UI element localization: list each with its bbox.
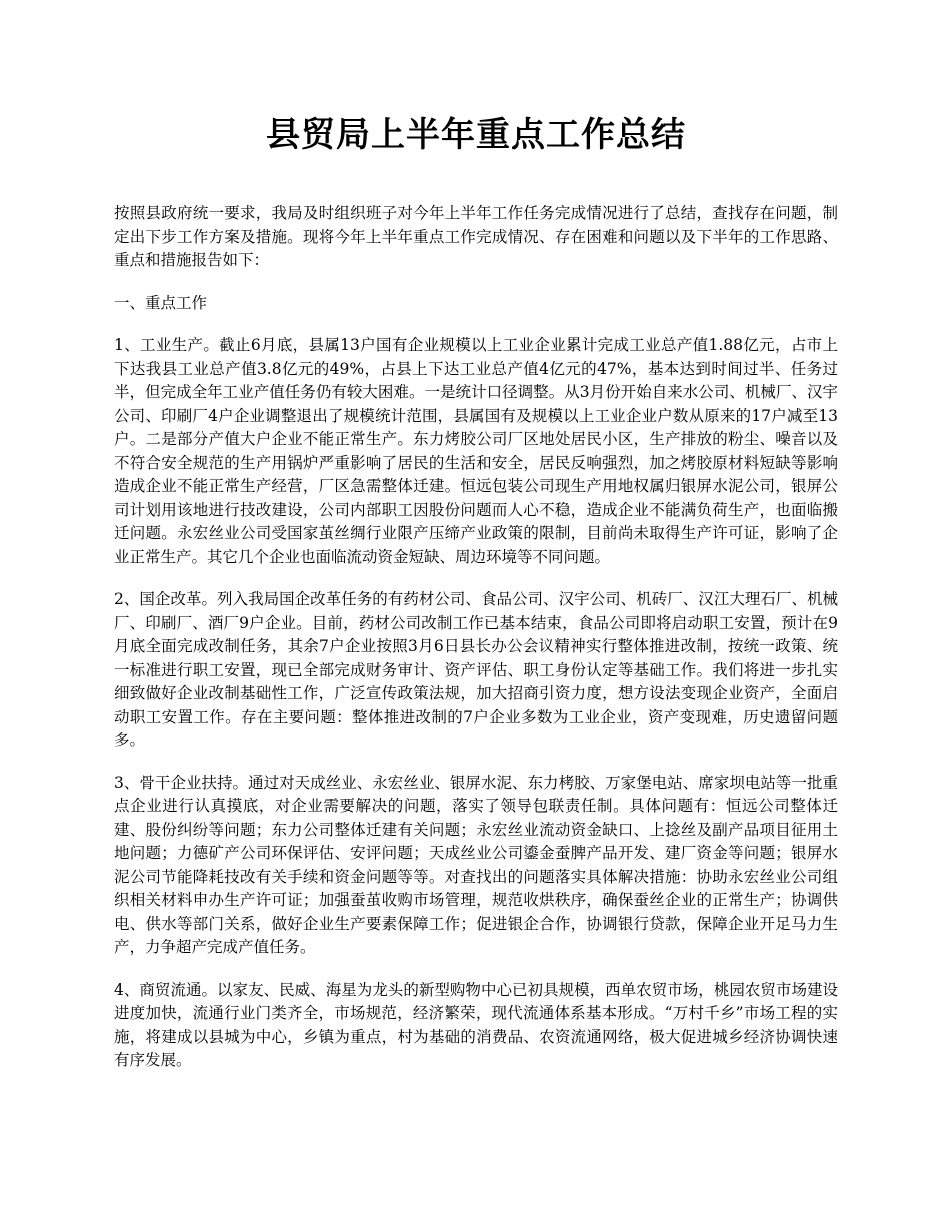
document-title: 县贸局上半年重点工作总结 [266,115,686,155]
paragraph-soe-reform: 2、国企改革。列入我局国企改革任务的有药材公司、食品公司、汉宇公司、机砖厂、汉江大理石厂、机械厂、印刷厂、酒厂9户企业。目前，药材公司改制工作已基本结束，食品公司即将启动职工安置，预计在9月底全面完成改制任务，其余7户企业按照3月6日县长办公会议精神实行整体推进改制，按统一政策、统一标准进行职工安置，现已全部完成财务审计、资产评估、职工身份认定等基础工作。我们将进一步扎实细致做好企业改制基础性工作，广泛宣传政策法规，加大招商引资力度，想方设法变现企业资产，全面启动职工安置工作。存在主要问题：整体推进改制的7户企业多数为工业企业，资产变现难，历史遗留问题多。 [114,590,838,749]
paragraph-commerce-circulation: 4、商贸流通。以家友、民威、海星为龙头的新型购物中心已初具规模，西单农贸市场，桃园农贸市场建设进度加快，流通行业门类齐全，市场规范，经济繁荣，现代流通体系基本形成。“万村千乡”市场工程的实施，将建成以县城为中心，乡镇为重点，村为基础的消费品、农资流通网络，极大促进城乡经济协调快速有序发展。 [114,980,838,1069]
paragraph-industrial-production: 1、工业生产。截止6月底，县属13户国有企业规模以上工业企业累计完成工业总产值1.88亿元，占市上下达我县工业总产值3.8亿元的49%，占县上下达工业总产值4亿元的47%，基本达到时间过半、任务过半，但完成全年工业产值任务仍有较大困难。一是统计口径调整。从3月份开始自来水公司、机械厂、汉宇公司、印刷厂4户企业调整退出了规模统计范围，县属国有及规模以上工业企业户数从原来的17户减至13户。二是部分产值大户企业不能正常生产。东力烤胶公司厂区地处居民小区，生产排放的粉尘、噪音以及不符合安全规范的生产用锅炉严重影响了居民的生活和安全，居民反响强烈，加之烤胶原材料短缺等影响造成企业不能正常生产经营，厂区急需整体迁建。恒远包装公司现生产用地权属归银屏水泥公司，银屏公司计划用该地进行技改建设，公司内部职工因股份问题而人心不稳，造成企业不能满负荷生产，也面临搬迁问题。永宏丝业公司受国家茧丝绸行业限产压缔产业政策的限制，目前尚未取得生产许可证，影响了企业正常生产。其它几个企业也面临流动资金短缺、周边环境等不同问题。 [114,336,838,566]
section-heading-key-work: 一、重点工作 [114,293,208,312]
paragraph-intro: 按照县政府统一要求，我局及时组织班子对今年上半年工作任务完成情况进行了总结，查找存在问题，制定出下步工作方案及措施。现将今年上半年重点工作完成情况、存在困难和问题以及下半年的工作思路、重点和措施报告如下： [114,204,838,269]
paragraph-enterprise-support: 3、骨干企业扶持。通过对天成丝业、永宏丝业、银屏水泥、东力栲胶、万家堡电站、席家坝电站等一批重点企业进行认真摸底，对企业需要解决的问题，落实了领导包联责任制。具体问题有：恒远公司整体迁建、股份纠纷等问题；东力公司整体迁建有关问题；永宏丝业流动资金缺口、上捻丝及副产品项目征用土地问题；力德矿产公司环保评估、安评问题；天成丝业公司鎏金蚕脾产品开发、建厂资金等问题；银屏水泥公司节能降耗技改有关手续和资金问题等等。对查找出的问题落实具体解决措施：协助永宏丝业公司组织相关材料申办生产许可证；加强蚕茧收购市场管理，规范收烘秩序，确保蚕丝企业的正常生产；协调供电、供水等部门关系，做好企业生产要素保障工作；促进银企合作，协调银行贷款，保障企业开足马力生产，力争超产完成产值任务。 [114,773,838,956]
